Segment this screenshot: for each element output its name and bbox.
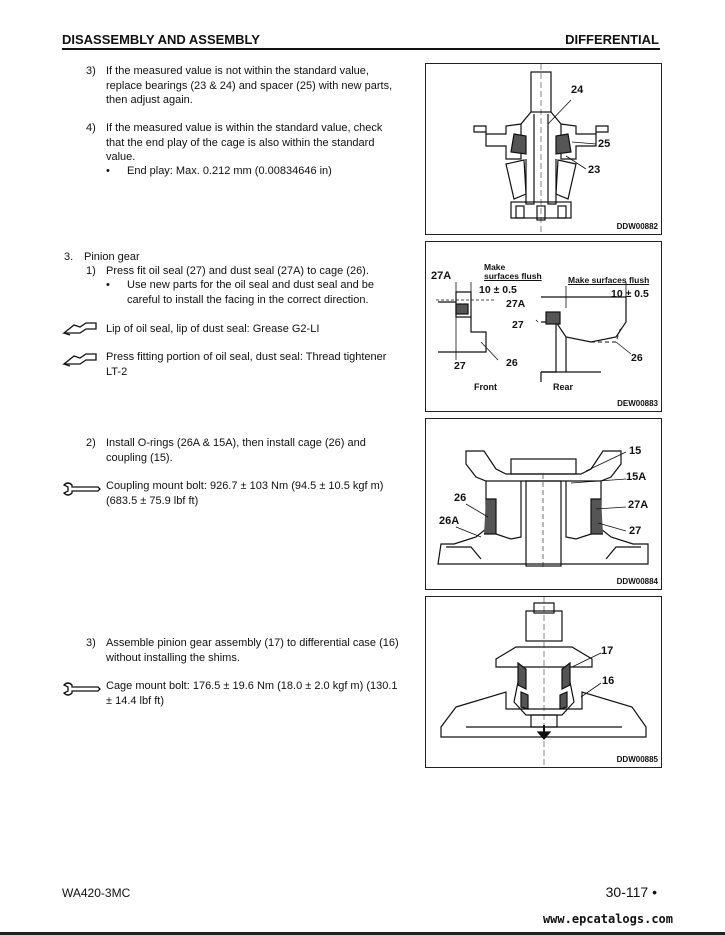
step2-line: coupling (15). <box>106 451 173 464</box>
label-make-surfaces-flush: Make surfaces flush <box>568 275 650 285</box>
figure-seal-install <box>425 241 662 412</box>
label-17: 17 <box>601 645 614 657</box>
adhesive-tube-icon <box>62 350 102 368</box>
step3-line: If the measured value is not within the standard value, <box>106 65 369 77</box>
cage-torque-spec <box>106 679 406 708</box>
step4-line: If the measured value is within the standard value, check <box>106 122 383 134</box>
step2-line: Install O-rings (26A & 15A), then install cage (26) and <box>106 437 366 449</box>
figure-code: DEW00883 <box>617 399 658 408</box>
header-rule <box>62 48 660 50</box>
press-fit-note <box>106 350 406 379</box>
label-27a: 27A <box>431 270 452 282</box>
label-23: 23 <box>588 164 601 176</box>
label-surfaces-flush: surfaces flush <box>484 271 542 281</box>
label-16: 16 <box>602 675 615 687</box>
assemble-line: without installing the shims. <box>106 651 240 664</box>
footer-page-number: 30-117 • <box>605 884 657 900</box>
step3-number: 3) <box>86 65 96 77</box>
torque-line: (683.5 ± 75.9 lbf ft) <box>106 494 199 507</box>
bullet-line: Use new parts for the oil seal and dust seal and be <box>127 279 375 291</box>
label-27a: 27A <box>628 499 649 511</box>
step4-text <box>106 121 406 165</box>
section-number: 3. <box>64 251 74 263</box>
label-front: Front <box>474 382 497 392</box>
end-play-spec: End play: Max. 0.212 mm (0.00834646 in) <box>127 165 332 177</box>
header-title-left: DISASSEMBLY AND ASSEMBLY <box>62 32 260 47</box>
footer-model: WA420-3MC <box>62 886 131 900</box>
label-make: Make <box>484 262 506 272</box>
label-26: 26 <box>454 492 467 504</box>
grease-gun-icon <box>62 319 102 337</box>
footer-url: www.epcatalogs.com <box>542 912 673 926</box>
step4-line: that the end play of the cage is also within the standard <box>106 136 375 149</box>
figure-code: DDW00884 <box>616 577 658 586</box>
torque-line: ± 14.4 lbf ft) <box>106 694 165 707</box>
label-15a: 15A <box>626 471 647 483</box>
label-dimension-rear: 10 ± 0.5 <box>611 288 649 300</box>
coupling-torque-spec <box>106 479 406 508</box>
step3-line: then adjust again. <box>106 94 193 106</box>
bullet: • <box>106 165 110 177</box>
press-note-line: LT-2 <box>106 365 128 378</box>
grease-note: Lip of oil seal, lip of dust seal: Grease G2-LI <box>106 323 320 335</box>
step3-text <box>106 64 406 108</box>
header-title-right: DIFFERENTIAL <box>565 32 659 47</box>
figure-code: DDW00885 <box>616 755 658 764</box>
label-15: 15 <box>629 445 642 457</box>
step2-number: 2) <box>86 437 96 449</box>
step3-number: 3) <box>86 637 96 649</box>
label-27: 27 <box>454 360 466 372</box>
step1-number: 1) <box>86 265 96 277</box>
torque-line: Coupling mount bolt: 926.7 ± 103 Nm (94.5 ± 10.5 kgf m) <box>106 480 384 492</box>
step3-assemble-text <box>106 636 406 665</box>
step1-bullet-text <box>127 278 407 307</box>
assemble-line: Assemble pinion gear assembly (17) to differential case (16) <box>106 637 399 649</box>
bullet: • <box>106 279 110 291</box>
step4-number: 4) <box>86 122 96 134</box>
wrench-icon <box>62 681 102 697</box>
label-rear: Rear <box>553 382 574 392</box>
press-note-line: Press fitting portion of oil seal, dust seal: Thread tightener <box>106 351 387 363</box>
label-26-rear: 26 <box>631 352 643 364</box>
wrench-icon <box>62 481 102 497</box>
label-24: 24 <box>571 84 584 96</box>
section-title: Pinion gear <box>84 251 140 263</box>
figure-pinion-assembly <box>425 596 662 768</box>
figure-code: DDW00882 <box>616 222 658 231</box>
step1-text: Press fit oil seal (27) and dust seal (27A) to cage (26). <box>106 265 369 277</box>
label-27a-rear: 27A <box>506 298 526 310</box>
label-27-rear: 27 <box>512 319 524 331</box>
bullet-line: careful to install the facing in the correct direction. <box>127 293 369 306</box>
label-26a: 26A <box>439 515 460 527</box>
label-dimension: 10 ± 0.5 <box>479 284 517 296</box>
label-25: 25 <box>598 138 611 150</box>
label-27: 27 <box>629 525 642 537</box>
figure-coupling-install <box>425 418 662 590</box>
step3-line: replace bearings (23 & 24) and spacer (25) with new parts, <box>106 79 393 92</box>
torque-line: Cage mount bolt: 176.5 ± 19.6 Nm (18.0 ± 2.0 kgf m) (130.1 <box>106 680 398 692</box>
step4-line: value. <box>106 151 136 163</box>
figure-bearing-cage <box>425 63 662 235</box>
step2-text <box>106 436 406 465</box>
label-26: 26 <box>506 357 518 369</box>
